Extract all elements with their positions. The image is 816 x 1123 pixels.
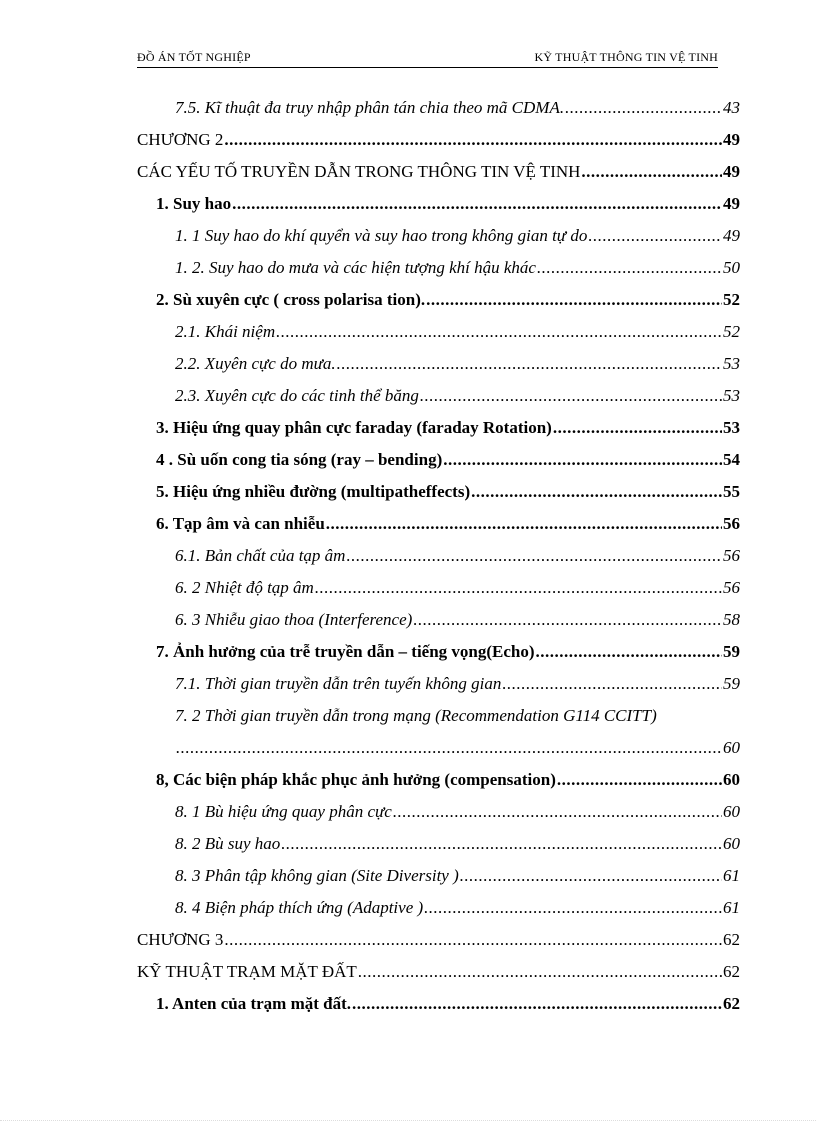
toc-entry-title: CHƯƠNG 3	[137, 930, 224, 949]
toc-entry-chapter-title[interactable]	[137, 160, 740, 184]
toc-entry[interactable]	[175, 224, 740, 248]
toc-entry-page: 52	[723, 322, 740, 341]
leader-dots	[358, 960, 722, 984]
toc-entry-page: 49	[723, 130, 740, 149]
toc-entry-page: 61	[723, 898, 740, 917]
leader-dots	[581, 160, 722, 184]
toc-entry-title: 2. Sù xuyên cực ( cross polarisa tion).	[156, 290, 426, 309]
toc-entry[interactable]	[175, 672, 740, 696]
toc-entry-title: 6. 2 Nhiệt độ tạp âm	[175, 578, 314, 597]
leader-dots	[352, 992, 722, 1016]
toc-entry-page: 49	[723, 162, 740, 181]
leader-dots	[326, 512, 722, 536]
header-left-title: ĐỒ ÁN TỐT NGHIỆP	[137, 50, 251, 64]
toc-entry-title: CÁC YẾU TỐ TRUYỀN DẪN TRONG THÔNG TIN VỆ TINH	[137, 162, 581, 181]
toc-entry-title: 8. 4 Biện pháp thích ứng (Adaptive )	[175, 898, 424, 917]
toc-entry[interactable]	[156, 416, 740, 440]
toc-entry-title: 2.1. Khái niệm	[175, 322, 276, 341]
leader-dots	[232, 192, 722, 216]
toc-entry[interactable]	[156, 992, 740, 1016]
toc-entry[interactable]	[175, 608, 740, 632]
leader-dots	[553, 416, 722, 440]
leader-dots	[565, 96, 722, 120]
leader-dots	[346, 544, 722, 568]
toc-entry-title: 2.3. Xuyên cực do các tinh thể băng	[175, 386, 419, 405]
toc-entry-page: 60	[723, 834, 740, 853]
toc-entry-page: 58	[723, 610, 740, 629]
leader-dots	[471, 480, 722, 504]
toc-entry-title: 7.5. Kĩ thuật đa truy nhập phân tán chia theo mã CDMA.	[175, 98, 565, 117]
toc-entry-title: 1. Anten của trạm mặt đất.	[156, 994, 352, 1013]
toc-entry-title: CHƯƠNG 2	[137, 130, 224, 149]
toc-entry[interactable]	[175, 864, 740, 888]
leader-dots	[588, 224, 722, 248]
toc-entry-page: 60	[723, 802, 740, 821]
leader-dots	[393, 800, 722, 824]
toc-entry-page: 60	[723, 770, 740, 789]
toc-entry-page: 49	[723, 194, 740, 213]
toc-entry-title: 3. Hiệu ứng quay phân cực faraday (faraday Rotation)	[156, 418, 552, 437]
toc-entry-page: 60	[723, 738, 740, 757]
toc-entry-chapter[interactable]	[137, 128, 740, 152]
toc-entry-title: 1. 1 Suy hao do khí quyển và suy hao trong không gian tự do	[175, 226, 588, 245]
leader-dots	[315, 576, 722, 600]
leader-dots	[276, 320, 722, 344]
toc-entry[interactable]	[175, 352, 740, 376]
toc-entry[interactable]	[156, 192, 740, 216]
toc-entry-page: 55	[723, 482, 740, 501]
toc-entry-page: 53	[723, 418, 740, 437]
toc-entry-page: 53	[723, 386, 740, 405]
toc-entry[interactable]	[156, 512, 740, 536]
leader-dots	[460, 864, 722, 888]
leader-dots	[413, 608, 722, 632]
toc-entry-title: KỸ THUẬT TRẠM MẶT ĐẤT	[137, 962, 357, 981]
toc-entry-page: 52	[723, 290, 740, 309]
toc-entry[interactable]	[175, 576, 740, 600]
toc-entry-page: 59	[723, 674, 740, 693]
toc-entry-title: 7. Ảnh hưởng của trễ truyền dẫn – tiếng vọng(Echo)	[156, 642, 535, 661]
toc-entry-page: 50	[723, 258, 740, 277]
toc-entry-chapter-title[interactable]	[137, 960, 740, 984]
toc-entry-title: 4 . Sù uốn cong tia sóng (ray – bending)	[156, 450, 443, 469]
toc-entry[interactable]	[175, 384, 740, 408]
leader-dots	[557, 768, 722, 792]
leader-dots	[224, 128, 722, 152]
leader-dots	[537, 256, 722, 280]
toc-entry-title: 1. 2. Suy hao do mưa và các hiện tượng khí hậu khác	[175, 258, 536, 277]
toc-entry-page: 49	[723, 226, 740, 245]
toc-entry[interactable]	[175, 832, 740, 856]
toc-entry[interactable]	[156, 288, 740, 312]
toc-entry-page: 56	[723, 514, 740, 533]
toc-entry-continuation[interactable]	[175, 736, 740, 760]
toc-entry-title: 8. 1 Bù hiệu ứng quay phân cực	[175, 802, 392, 821]
toc-entry[interactable]	[175, 544, 740, 568]
toc-entry[interactable]	[175, 800, 740, 824]
toc-entry-title: 2.2. Xuyên cực do mưa.	[175, 354, 336, 373]
toc-entry-title: 6.1. Bản chất của tạp âm	[175, 546, 346, 565]
toc-entry-title: 1. Suy hao	[156, 194, 232, 213]
toc-entry[interactable]	[156, 768, 740, 792]
leader-dots	[426, 288, 722, 312]
toc-entry-title: 8. 2 Bù suy hao	[175, 834, 281, 853]
leader-dots	[443, 448, 722, 472]
toc-entry-page: 62	[723, 930, 740, 949]
toc-entry-page: 59	[723, 642, 740, 661]
toc-entry-page: 56	[723, 546, 740, 565]
header-right-title: KỸ THUẬT THÔNG TIN VỆ TINH	[534, 50, 718, 64]
toc-entry-title-line[interactable]	[175, 704, 740, 728]
header-divider	[137, 67, 718, 68]
leader-dots	[424, 896, 722, 920]
leader-dots	[281, 832, 722, 856]
toc-entry-title: 6. 3 Nhiễu giao thoa (Interference)	[175, 610, 413, 629]
leader-dots	[337, 352, 722, 376]
toc-entry-page: 43	[723, 98, 740, 117]
toc-entry-title: 7.1. Thời gian truyền dẫn trên tuyến không gian	[175, 674, 502, 693]
toc-entry-page: 54	[723, 450, 740, 469]
toc-entry-title: 7. 2 Thời gian truyền dẫn trong mạng (Recommendation G114 CCITT)	[175, 706, 657, 725]
toc-entry-chapter[interactable]	[137, 928, 740, 952]
leader-dots	[502, 672, 722, 696]
toc-entry-page: 53	[723, 354, 740, 373]
page-header	[137, 48, 718, 68]
toc-entry[interactable]	[175, 96, 740, 120]
toc-entry[interactable]	[156, 640, 740, 664]
toc-entry[interactable]	[175, 320, 740, 344]
toc-entry-title: 8, Các biện pháp khắc phục ảnh hưởng (compensation)	[156, 770, 556, 789]
toc-entry-title: 8. 3 Phân tập không gian (Site Diversity )	[175, 866, 459, 885]
toc-entry-page: 61	[723, 866, 740, 885]
toc-entry-title: 6. Tạp âm và can nhiễu	[156, 514, 325, 533]
toc-entry-page: 62	[723, 962, 740, 981]
toc-entry[interactable]	[156, 448, 740, 472]
toc-entry[interactable]	[156, 480, 740, 504]
page-bottom-border	[0, 1120, 816, 1121]
toc-entry-title: 5. Hiệu ứng nhiều đường (multipatheffects)	[156, 482, 471, 501]
toc-entry[interactable]	[175, 256, 740, 280]
leader-dots	[176, 736, 722, 760]
toc-entry-page: 62	[723, 994, 740, 1013]
leader-dots	[536, 640, 722, 664]
toc-entry[interactable]	[175, 896, 740, 920]
leader-dots	[224, 928, 722, 952]
leader-dots	[420, 384, 722, 408]
toc-entry-page: 56	[723, 578, 740, 597]
